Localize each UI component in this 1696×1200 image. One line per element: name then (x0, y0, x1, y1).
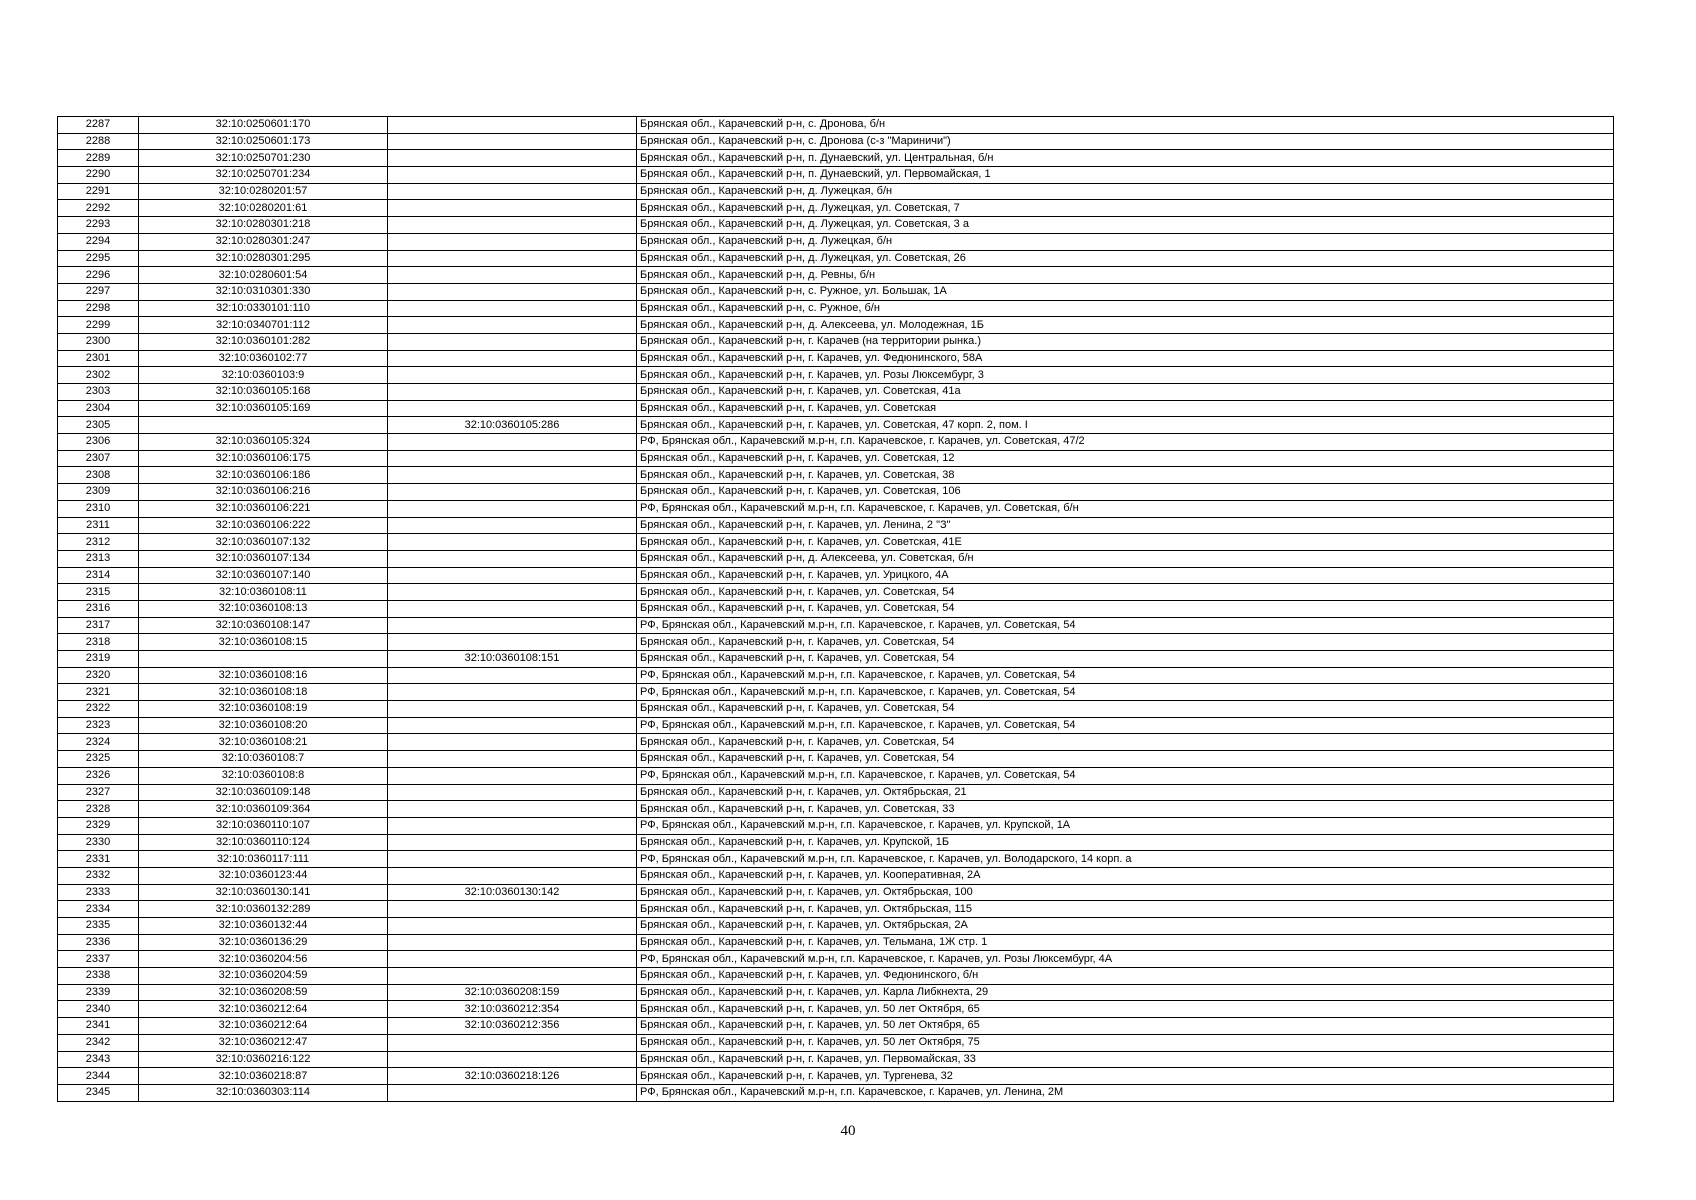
cadastral-number-cell (139, 651, 388, 668)
row-number-cell: 2296 (58, 267, 139, 284)
address-cell: Брянская обл., Карачевский р-н, г. Карачев, ул. Кооперативная, 2А (637, 867, 1614, 884)
building-cadastral-number-cell (388, 367, 637, 384)
row-number-cell: 2310 (58, 500, 139, 517)
address-cell: Брянская обл., Карачевский р-н, д. Лужецкая, б/н (637, 233, 1614, 250)
row-number-cell: 2327 (58, 784, 139, 801)
building-cadastral-number-cell (388, 684, 637, 701)
address-cell: Брянская обл., Карачевский р-н, п. Дунаевский, ул. Центральная, б/н (637, 150, 1614, 167)
address-cell: Брянская обл., Карачевский р-н, г. Карачев, ул. Советская, 38 (637, 467, 1614, 484)
address-cell: Брянская обл., Карачевский р-н, г. Карачев (на территории рынка.) (637, 333, 1614, 350)
address-cell: РФ, Брянская обл., Карачевский м.р-н, г.п. Карачевское, г. Карачев, ул. Володарского, 14 корп. а (637, 851, 1614, 868)
cadastral-number-cell: 32:10:0360108:20 (139, 717, 388, 734)
row-number-cell: 2291 (58, 183, 139, 200)
address-cell: РФ, Брянская обл., Карачевский м.р-н, г.п. Карачевское, г. Карачев, ул. Розы Люксембург, 4А (637, 951, 1614, 968)
address-cell: Брянская обл., Карачевский р-н, д. Алексеева, ул. Молодежная, 1Б (637, 317, 1614, 334)
row-number-cell: 2331 (58, 851, 139, 868)
cadastral-number-cell: 32:10:0360103:9 (139, 367, 388, 384)
cadastral-number-cell: 32:10:0280201:57 (139, 183, 388, 200)
table-row (58, 617, 1614, 634)
row-number-cell: 2299 (58, 317, 139, 334)
building-cadastral-number-cell (388, 951, 637, 968)
address-cell: Брянская обл., Карачевский р-н, г. Карачев, ул. Первомайская, 33 (637, 1051, 1614, 1068)
table-row (58, 350, 1614, 367)
building-cadastral-number-cell (388, 300, 637, 317)
building-cadastral-number-cell: 32:10:0360212:356 (388, 1018, 637, 1035)
table-row (58, 984, 1614, 1001)
row-number-cell: 2303 (58, 384, 139, 401)
row-number-cell: 2338 (58, 968, 139, 985)
address-cell: Брянская обл., Карачевский р-н, г. Карачев, ул. Советская, 54 (637, 600, 1614, 617)
building-cadastral-number-cell (388, 717, 637, 734)
building-cadastral-number-cell: 32:10:0360108:151 (388, 651, 637, 668)
row-number-cell: 2305 (58, 417, 139, 434)
table-row (58, 450, 1614, 467)
page-number: 40 (840, 1123, 856, 1139)
row-number-cell: 2309 (58, 484, 139, 501)
building-cadastral-number-cell (388, 1051, 637, 1068)
row-number-cell: 2308 (58, 467, 139, 484)
cadastral-number-cell: 32:10:0360106:175 (139, 450, 388, 467)
address-cell: Брянская обл., Карачевский р-н, д. Алексеева, ул. Советская, б/н (637, 550, 1614, 567)
building-cadastral-number-cell (388, 117, 637, 134)
cadastral-number-cell: 32:10:0360303:114 (139, 1084, 388, 1101)
address-cell: Брянская обл., Карачевский р-н, д. Лужецкая, ул. Советская, 26 (637, 250, 1614, 267)
table-row (58, 667, 1614, 684)
table-row (58, 1001, 1614, 1018)
building-cadastral-number-cell (388, 934, 637, 951)
address-cell: Брянская обл., Карачевский р-н, г. Карачев, ул. Советская, 54 (637, 701, 1614, 718)
address-cell: РФ, Брянская обл., Карачевский м.р-н, г.п. Карачевское, г. Карачев, ул. Советская, 54 (637, 767, 1614, 784)
address-cell: Брянская обл., Карачевский р-н, г. Карачев, ул. Советская (637, 400, 1614, 417)
cadastral-number-cell: 32:10:0360108:18 (139, 684, 388, 701)
building-cadastral-number-cell: 32:10:0360130:142 (388, 884, 637, 901)
cadastral-number-cell: 32:10:0360204:59 (139, 968, 388, 985)
row-number-cell: 2339 (58, 984, 139, 1001)
address-cell: Брянская обл., Карачевский р-н, г. Карачев, ул. Советская, 106 (637, 484, 1614, 501)
row-number-cell: 2334 (58, 901, 139, 918)
row-number-cell: 2304 (58, 400, 139, 417)
row-number-cell: 2290 (58, 167, 139, 184)
address-cell: Брянская обл., Карачевский р-н, с. Ружное, ул. Большак, 1А (637, 283, 1614, 300)
address-cell: Брянская обл., Карачевский р-н, г. Карачев, ул. Советская, 41а (637, 384, 1614, 401)
table-row (58, 250, 1614, 267)
table-row (58, 167, 1614, 184)
building-cadastral-number-cell (388, 400, 637, 417)
row-number-cell: 2301 (58, 350, 139, 367)
building-cadastral-number-cell (388, 350, 637, 367)
registry-table (57, 116, 1614, 1102)
building-cadastral-number-cell: 32:10:0360208:159 (388, 984, 637, 1001)
table-row (58, 784, 1614, 801)
row-number-cell: 2312 (58, 534, 139, 551)
building-cadastral-number-cell (388, 834, 637, 851)
address-cell: Брянская обл., Карачевский р-н, с. Дронова, б/н (637, 117, 1614, 134)
address-cell: РФ, Брянская обл., Карачевский м.р-н, г.п. Карачевское, г. Карачев, ул. Советская, 54 (637, 667, 1614, 684)
address-cell: Брянская обл., Карачевский р-н, г. Карачев, ул. Тургенева, 32 (637, 1068, 1614, 1085)
building-cadastral-number-cell (388, 968, 637, 985)
table-row (58, 384, 1614, 401)
building-cadastral-number-cell (388, 233, 637, 250)
building-cadastral-number-cell (388, 500, 637, 517)
cadastral-number-cell: 32:10:0360130:141 (139, 884, 388, 901)
row-number-cell: 2337 (58, 951, 139, 968)
registry-table-body (58, 117, 1614, 1102)
row-number-cell: 2313 (58, 550, 139, 567)
cadastral-number-cell: 32:10:0310301:330 (139, 283, 388, 300)
address-cell: Брянская обл., Карачевский р-н, г. Карачев, ул. Урицкого, 4А (637, 567, 1614, 584)
table-row (58, 500, 1614, 517)
row-number-cell: 2298 (58, 300, 139, 317)
cadastral-number-cell: 32:10:0280201:61 (139, 200, 388, 217)
cadastral-number-cell: 32:10:0360108:147 (139, 617, 388, 634)
table-row (58, 1034, 1614, 1051)
row-number-cell: 2335 (58, 918, 139, 935)
address-cell: РФ, Брянская обл., Карачевский м.р-н, г.п. Карачевское, г. Карачев, ул. Советская, 54 (637, 617, 1614, 634)
building-cadastral-number-cell: 32:10:0360218:126 (388, 1068, 637, 1085)
building-cadastral-number-cell (388, 734, 637, 751)
address-cell: Брянская обл., Карачевский р-н, г. Карачев, ул. Октябрьская, 100 (637, 884, 1614, 901)
row-number-cell: 2316 (58, 600, 139, 617)
table-row (58, 117, 1614, 134)
row-number-cell: 2307 (58, 450, 139, 467)
table-row (58, 200, 1614, 217)
cadastral-number-cell: 32:10:0250601:173 (139, 133, 388, 150)
cadastral-number-cell: 32:10:0360110:124 (139, 834, 388, 851)
table-row (58, 901, 1614, 918)
cadastral-number-cell: 32:10:0360106:221 (139, 500, 388, 517)
table-row (58, 1018, 1614, 1035)
table-row (58, 834, 1614, 851)
row-number-cell: 2302 (58, 367, 139, 384)
cadastral-number-cell: 32:10:0360106:222 (139, 517, 388, 534)
address-cell: Брянская обл., Карачевский р-н, г. Карачев, ул. Советская, 54 (637, 651, 1614, 668)
building-cadastral-number-cell (388, 784, 637, 801)
building-cadastral-number-cell (388, 150, 637, 167)
row-number-cell: 2314 (58, 567, 139, 584)
address-cell: Брянская обл., Карачевский р-н, г. Карачев, ул. Советская, 54 (637, 584, 1614, 601)
address-cell: Брянская обл., Карачевский р-н, д. Лужецкая, ул. Советская, 3 а (637, 217, 1614, 234)
cadastral-number-cell: 32:10:0340701:112 (139, 317, 388, 334)
row-number-cell: 2333 (58, 884, 139, 901)
row-number-cell: 2324 (58, 734, 139, 751)
table-row (58, 751, 1614, 768)
address-cell: Брянская обл., Карачевский р-н, с. Ружное, б/н (637, 300, 1614, 317)
building-cadastral-number-cell (388, 918, 637, 935)
building-cadastral-number-cell (388, 450, 637, 467)
table-row (58, 317, 1614, 334)
building-cadastral-number-cell (388, 133, 637, 150)
table-row (58, 734, 1614, 751)
table-row (58, 367, 1614, 384)
address-cell: Брянская обл., Карачевский р-н, г. Карачев, ул. Ленина, 2 "З" (637, 517, 1614, 534)
cadastral-number-cell: 32:10:0360218:87 (139, 1068, 388, 1085)
building-cadastral-number-cell (388, 167, 637, 184)
building-cadastral-number-cell (388, 1034, 637, 1051)
cadastral-number-cell: 32:10:0360108:13 (139, 600, 388, 617)
row-number-cell: 2315 (58, 584, 139, 601)
address-cell: Брянская обл., Карачевский р-н, г. Карачев, ул. Октябрьская, 115 (637, 901, 1614, 918)
building-cadastral-number-cell (388, 283, 637, 300)
building-cadastral-number-cell (388, 534, 637, 551)
address-cell: РФ, Брянская обл., Карачевский м.р-н, г.п. Карачевское, г. Карачев, ул. Ленина, 2М (637, 1084, 1614, 1101)
building-cadastral-number-cell (388, 901, 637, 918)
table-row (58, 133, 1614, 150)
row-number-cell: 2300 (58, 333, 139, 350)
building-cadastral-number-cell (388, 567, 637, 584)
row-number-cell: 2311 (58, 517, 139, 534)
row-number-cell: 2318 (58, 634, 139, 651)
row-number-cell: 2342 (58, 1034, 139, 1051)
building-cadastral-number-cell (388, 801, 637, 818)
table-row (58, 1068, 1614, 1085)
building-cadastral-number-cell (388, 617, 637, 634)
table-row (58, 434, 1614, 451)
address-cell: Брянская обл., Карачевский р-н, г. Карачев, ул. Октябрьская, 21 (637, 784, 1614, 801)
address-cell: Брянская обл., Карачевский р-н, г. Карачев, ул. Советская, 12 (637, 450, 1614, 467)
address-cell: Брянская обл., Карачевский р-н, г. Карачев, ул. Советская, 54 (637, 751, 1614, 768)
building-cadastral-number-cell (388, 250, 637, 267)
table-row (58, 550, 1614, 567)
cadastral-number-cell: 32:10:0360110:107 (139, 817, 388, 834)
address-cell: Брянская обл., Карачевский р-н, г. Карачев, ул. 50 лет Октября, 65 (637, 1018, 1614, 1035)
row-number-cell: 2293 (58, 217, 139, 234)
building-cadastral-number-cell (388, 1084, 637, 1101)
row-number-cell: 2287 (58, 117, 139, 134)
address-cell: Брянская обл., Карачевский р-н, г. Карачев, ул. Федюнинского, б/н (637, 968, 1614, 985)
table-row (58, 717, 1614, 734)
building-cadastral-number-cell (388, 217, 637, 234)
table-row (58, 934, 1614, 951)
building-cadastral-number-cell (388, 817, 637, 834)
cadastral-number-cell: 32:10:0360108:21 (139, 734, 388, 751)
row-number-cell: 2322 (58, 701, 139, 718)
cadastral-number-cell: 32:10:0360108:19 (139, 701, 388, 718)
building-cadastral-number-cell (388, 333, 637, 350)
cadastral-number-cell: 32:10:0360108:15 (139, 634, 388, 651)
table-row (58, 867, 1614, 884)
cadastral-number-cell: 32:10:0360108:16 (139, 667, 388, 684)
row-number-cell: 2319 (58, 651, 139, 668)
table-row (58, 651, 1614, 668)
table-row (58, 600, 1614, 617)
address-cell: Брянская обл., Карачевский р-н, г. Карачев, ул. Советская, 41Е (637, 534, 1614, 551)
cadastral-number-cell: 32:10:0250701:230 (139, 150, 388, 167)
table-row (58, 400, 1614, 417)
cadastral-number-cell: 32:10:0360132:44 (139, 918, 388, 935)
table-row (58, 918, 1614, 935)
table-row (58, 767, 1614, 784)
address-cell: Брянская обл., Карачевский р-н, г. Карачев, ул. Тельмана, 1Ж стр. 1 (637, 934, 1614, 951)
row-number-cell: 2297 (58, 283, 139, 300)
row-number-cell: 2306 (58, 434, 139, 451)
cadastral-number-cell: 32:10:0360108:11 (139, 584, 388, 601)
table-row (58, 634, 1614, 651)
cadastral-number-cell: 32:10:0330101:110 (139, 300, 388, 317)
address-cell: Брянская обл., Карачевский р-н, г. Карачев, ул. Советская, 54 (637, 634, 1614, 651)
row-number-cell: 2332 (58, 867, 139, 884)
building-cadastral-number-cell (388, 751, 637, 768)
cadastral-number-cell: 32:10:0280301:218 (139, 217, 388, 234)
address-cell: РФ, Брянская обл., Карачевский м.р-н, г.п. Карачевское, г. Карачев, ул. Крупской, 1А (637, 817, 1614, 834)
building-cadastral-number-cell (388, 600, 637, 617)
table-row (58, 183, 1614, 200)
table-row (58, 267, 1614, 284)
table-row (58, 417, 1614, 434)
table-row (58, 684, 1614, 701)
address-cell: Брянская обл., Карачевский р-н, г. Карачев, ул. Федюнинского, 58А (637, 350, 1614, 367)
table-row (58, 801, 1614, 818)
row-number-cell: 2325 (58, 751, 139, 768)
cadastral-number-cell: 32:10:0280301:295 (139, 250, 388, 267)
row-number-cell: 2292 (58, 200, 139, 217)
building-cadastral-number-cell (388, 867, 637, 884)
building-cadastral-number-cell (388, 701, 637, 718)
cadastral-number-cell (139, 417, 388, 434)
table-row (58, 283, 1614, 300)
row-number-cell: 2295 (58, 250, 139, 267)
cadastral-number-cell: 32:10:0360105:324 (139, 434, 388, 451)
table-row (58, 467, 1614, 484)
address-cell: Брянская обл., Карачевский р-н, п. Дунаевский, ул. Первомайская, 1 (637, 167, 1614, 184)
table-row (58, 851, 1614, 868)
building-cadastral-number-cell (388, 183, 637, 200)
table-row (58, 1051, 1614, 1068)
cadastral-number-cell: 32:10:0360107:132 (139, 534, 388, 551)
cadastral-number-cell: 32:10:0360212:64 (139, 1001, 388, 1018)
row-number-cell: 2330 (58, 834, 139, 851)
cadastral-number-cell: 32:10:0360117:111 (139, 851, 388, 868)
address-cell: Брянская обл., Карачевский р-н, д. Лужецкая, б/н (637, 183, 1614, 200)
cadastral-number-cell: 32:10:0360109:364 (139, 801, 388, 818)
table-row (58, 150, 1614, 167)
table-row (58, 951, 1614, 968)
cadastral-number-cell: 32:10:0280601:54 (139, 267, 388, 284)
row-number-cell: 2294 (58, 233, 139, 250)
address-cell: Брянская обл., Карачевский р-н, д. Ревны, б/н (637, 267, 1614, 284)
cadastral-number-cell: 32:10:0360212:47 (139, 1034, 388, 1051)
cadastral-number-cell: 32:10:0280301:247 (139, 233, 388, 250)
table-row (58, 517, 1614, 534)
table-row (58, 233, 1614, 250)
row-number-cell: 2344 (58, 1068, 139, 1085)
table-row (58, 1084, 1614, 1101)
building-cadastral-number-cell (388, 267, 637, 284)
row-number-cell: 2323 (58, 717, 139, 734)
building-cadastral-number-cell (388, 584, 637, 601)
building-cadastral-number-cell (388, 317, 637, 334)
building-cadastral-number-cell (388, 550, 637, 567)
cadastral-number-cell: 32:10:0360107:140 (139, 567, 388, 584)
building-cadastral-number-cell (388, 851, 637, 868)
building-cadastral-number-cell (388, 384, 637, 401)
building-cadastral-number-cell (388, 484, 637, 501)
building-cadastral-number-cell: 32:10:0360105:286 (388, 417, 637, 434)
row-number-cell: 2328 (58, 801, 139, 818)
address-cell: Брянская обл., Карачевский р-н, г. Карачев, ул. 50 лет Октября, 65 (637, 1001, 1614, 1018)
address-cell: Брянская обл., Карачевский р-н, г. Карачев, ул. Советская, 54 (637, 734, 1614, 751)
cadastral-number-cell: 32:10:0360123:44 (139, 867, 388, 884)
cadastral-number-cell: 32:10:0360108:7 (139, 751, 388, 768)
building-cadastral-number-cell (388, 634, 637, 651)
building-cadastral-number-cell (388, 517, 637, 534)
address-cell: Брянская обл., Карачевский р-н, г. Карачев, ул. Розы Люксембург, 3 (637, 367, 1614, 384)
cadastral-number-cell: 32:10:0360108:8 (139, 767, 388, 784)
row-number-cell: 2289 (58, 150, 139, 167)
cadastral-number-cell: 32:10:0360132:289 (139, 901, 388, 918)
address-cell: РФ, Брянская обл., Карачевский м.р-н, г.п. Карачевское, г. Карачев, ул. Советская, 47/2 (637, 434, 1614, 451)
row-number-cell: 2320 (58, 667, 139, 684)
cadastral-number-cell: 32:10:0250601:170 (139, 117, 388, 134)
cadastral-number-cell: 32:10:0360101:282 (139, 333, 388, 350)
building-cadastral-number-cell (388, 467, 637, 484)
table-row (58, 333, 1614, 350)
cadastral-number-cell: 32:10:0360208:59 (139, 984, 388, 1001)
cadastral-number-cell: 32:10:0360204:56 (139, 951, 388, 968)
address-cell: Брянская обл., Карачевский р-н, г. Карачев, ул. Советская, 47 корп. 2, пом. I (637, 417, 1614, 434)
cadastral-number-cell: 32:10:0360136:29 (139, 934, 388, 951)
row-number-cell: 2340 (58, 1001, 139, 1018)
building-cadastral-number-cell (388, 200, 637, 217)
address-cell: Брянская обл., Карачевский р-н, д. Лужецкая, ул. Советская, 7 (637, 200, 1614, 217)
row-number-cell: 2288 (58, 133, 139, 150)
cadastral-number-cell: 32:10:0360106:186 (139, 467, 388, 484)
table-row (58, 584, 1614, 601)
row-number-cell: 2326 (58, 767, 139, 784)
table-row (58, 484, 1614, 501)
cadastral-number-cell: 32:10:0360109:148 (139, 784, 388, 801)
building-cadastral-number-cell: 32:10:0360212:354 (388, 1001, 637, 1018)
table-row (58, 817, 1614, 834)
address-cell: Брянская обл., Карачевский р-н, с. Дронова (с-з "Мариничи") (637, 133, 1614, 150)
building-cadastral-number-cell (388, 767, 637, 784)
building-cadastral-number-cell (388, 434, 637, 451)
address-cell: Брянская обл., Карачевский р-н, г. Карачев, ул. Карла Либкнехта, 29 (637, 984, 1614, 1001)
cadastral-number-cell: 32:10:0360105:168 (139, 384, 388, 401)
cadastral-number-cell: 32:10:0360105:169 (139, 400, 388, 417)
row-number-cell: 2329 (58, 817, 139, 834)
row-number-cell: 2345 (58, 1084, 139, 1101)
cadastral-number-cell: 32:10:0360102:77 (139, 350, 388, 367)
table-row (58, 534, 1614, 551)
address-cell: Брянская обл., Карачевский р-н, г. Карачев, ул. Крупской, 1Б (637, 834, 1614, 851)
row-number-cell: 2317 (58, 617, 139, 634)
table-row (58, 567, 1614, 584)
cadastral-number-cell: 32:10:0360212:64 (139, 1018, 388, 1035)
address-cell: Брянская обл., Карачевский р-н, г. Карачев, ул. Советская, 33 (637, 801, 1614, 818)
address-cell: Брянская обл., Карачевский р-н, г. Карачев, ул. 50 лет Октября, 75 (637, 1034, 1614, 1051)
row-number-cell: 2341 (58, 1018, 139, 1035)
address-cell: РФ, Брянская обл., Карачевский м.р-н, г.п. Карачевское, г. Карачев, ул. Советская, 54 (637, 684, 1614, 701)
cadastral-number-cell: 32:10:0360216:122 (139, 1051, 388, 1068)
table-row (58, 968, 1614, 985)
building-cadastral-number-cell (388, 667, 637, 684)
row-number-cell: 2321 (58, 684, 139, 701)
address-cell: РФ, Брянская обл., Карачевский м.р-н, г.п. Карачевское, г. Карачев, ул. Советская, 54 (637, 717, 1614, 734)
address-cell: РФ, Брянская обл., Карачевский м.р-н, г.п. Карачевское, г. Карачев, ул. Советская, б/н (637, 500, 1614, 517)
cadastral-number-cell: 32:10:0360106:216 (139, 484, 388, 501)
table-row (58, 884, 1614, 901)
cadastral-number-cell: 32:10:0360107:134 (139, 550, 388, 567)
table-row (58, 701, 1614, 718)
table-row (58, 217, 1614, 234)
cadastral-number-cell: 32:10:0250701:234 (139, 167, 388, 184)
table-row (58, 300, 1614, 317)
row-number-cell: 2343 (58, 1051, 139, 1068)
row-number-cell: 2336 (58, 934, 139, 951)
address-cell: Брянская обл., Карачевский р-н, г. Карачев, ул. Октябрьская, 2А (637, 918, 1614, 935)
